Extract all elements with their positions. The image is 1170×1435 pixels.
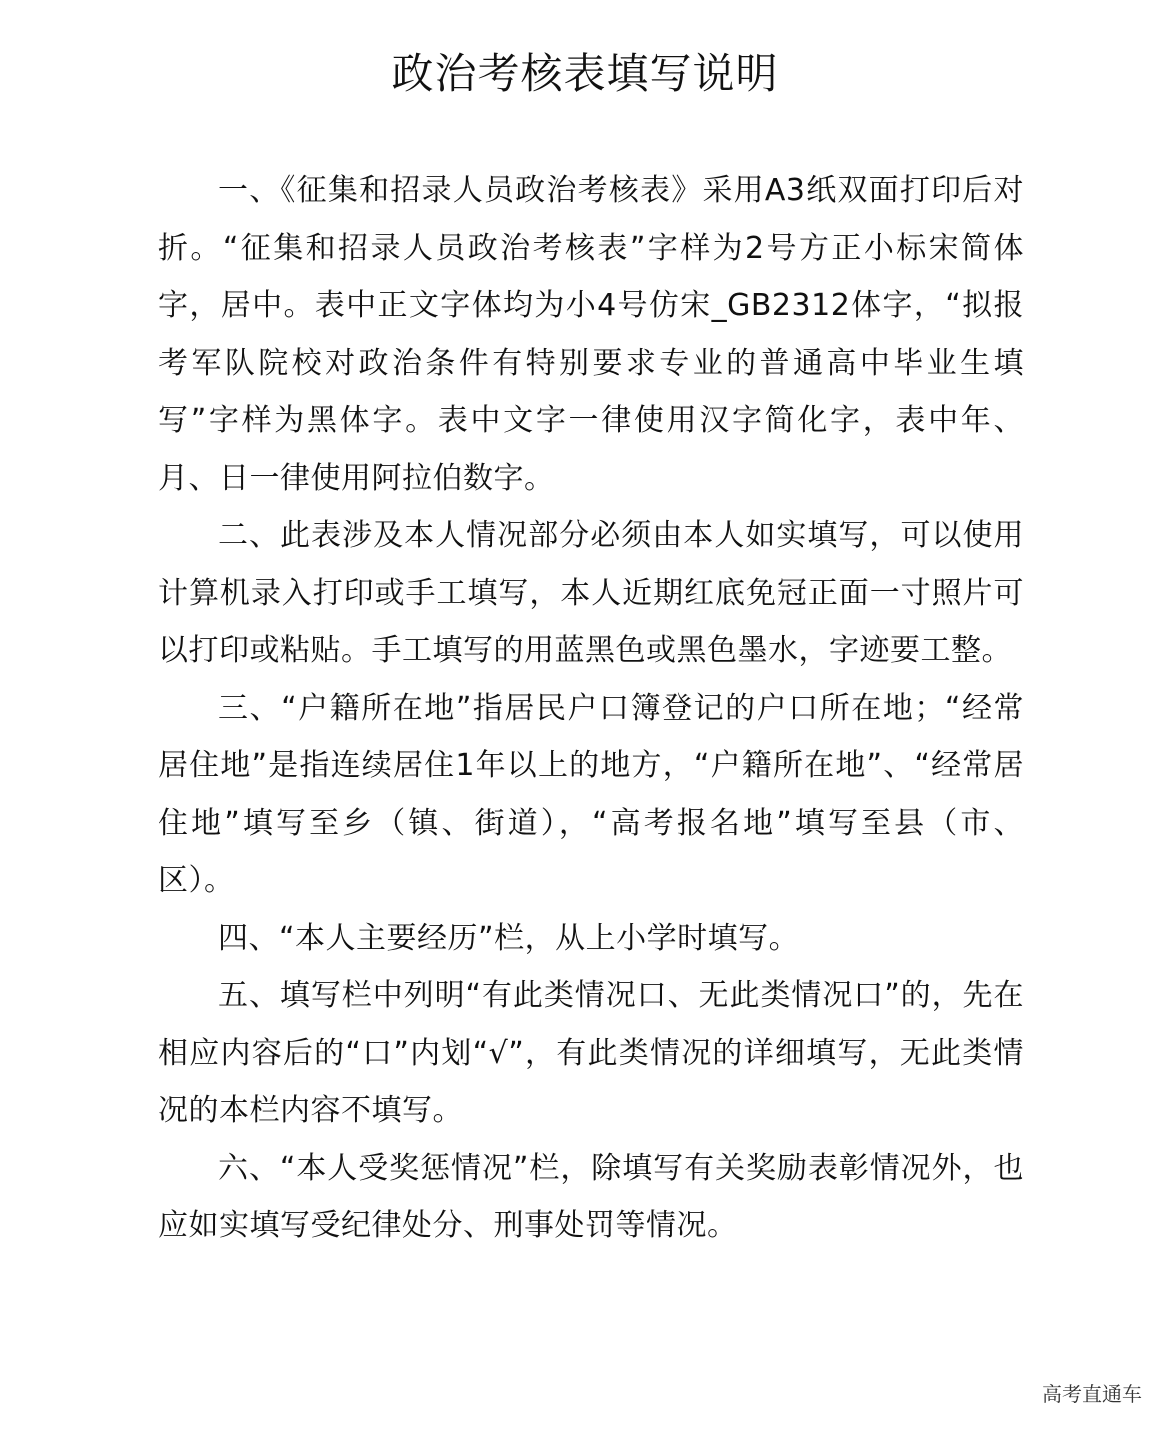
document-body: [158, 162, 1024, 1255]
paragraph-5: 五、填写栏中列明“有此类情况口、无此类情况口”的，先在相应内容后的“口”内划“√”，有此类情况的详细填写，无此类情况的本栏内容不填写。: [158, 978, 1024, 1128]
source-watermark: 高考直通车: [1042, 1382, 1142, 1406]
paragraph-1: 一、《征集和招录人员政治考核表》采用A3纸双面打印后对折。“征集和招录人员政治考核表”字样为2号方正小标宋简体字，居中。表中正文字体均为小4号仿宋_GB2312体字，“拟报考军队院校对政治条件有特别要求专业的普通高中毕业生填写”字样为黑体字。表中文字一律使用汉字简化字，表中年、月、日一律使用阿拉伯数字。: [158, 173, 1024, 496]
paragraph-4: 四、“本人主要经历”栏，从上小学时填写。: [218, 920, 800, 956]
page-title: 政治考核表填写说明: [391, 49, 779, 98]
paragraph-3: 三、“户籍所在地”指居民户口簿登记的户口所在地；“经常居住地”是指连续居住1年以上的地方，“户籍所在地”、“经常居住地”填写至乡（镇、街道），“高考报名地”填写至县（市、区）。: [158, 690, 1024, 898]
paragraph-2: 二、此表涉及本人情况部分必须由本人如实填写，可以使用计算机录入打印或手工填写，本人近期红底免冠正面一寸照片可以打印或粘贴。手工填写的用蓝黑色或黑色墨水，字迹要工整。: [158, 518, 1024, 668]
paragraph-6: 六、“本人受奖惩情况”栏，除填写有关奖励表彰情况外，也应如实填写受纪律处分、刑事处罚等情况。: [158, 1150, 1024, 1243]
